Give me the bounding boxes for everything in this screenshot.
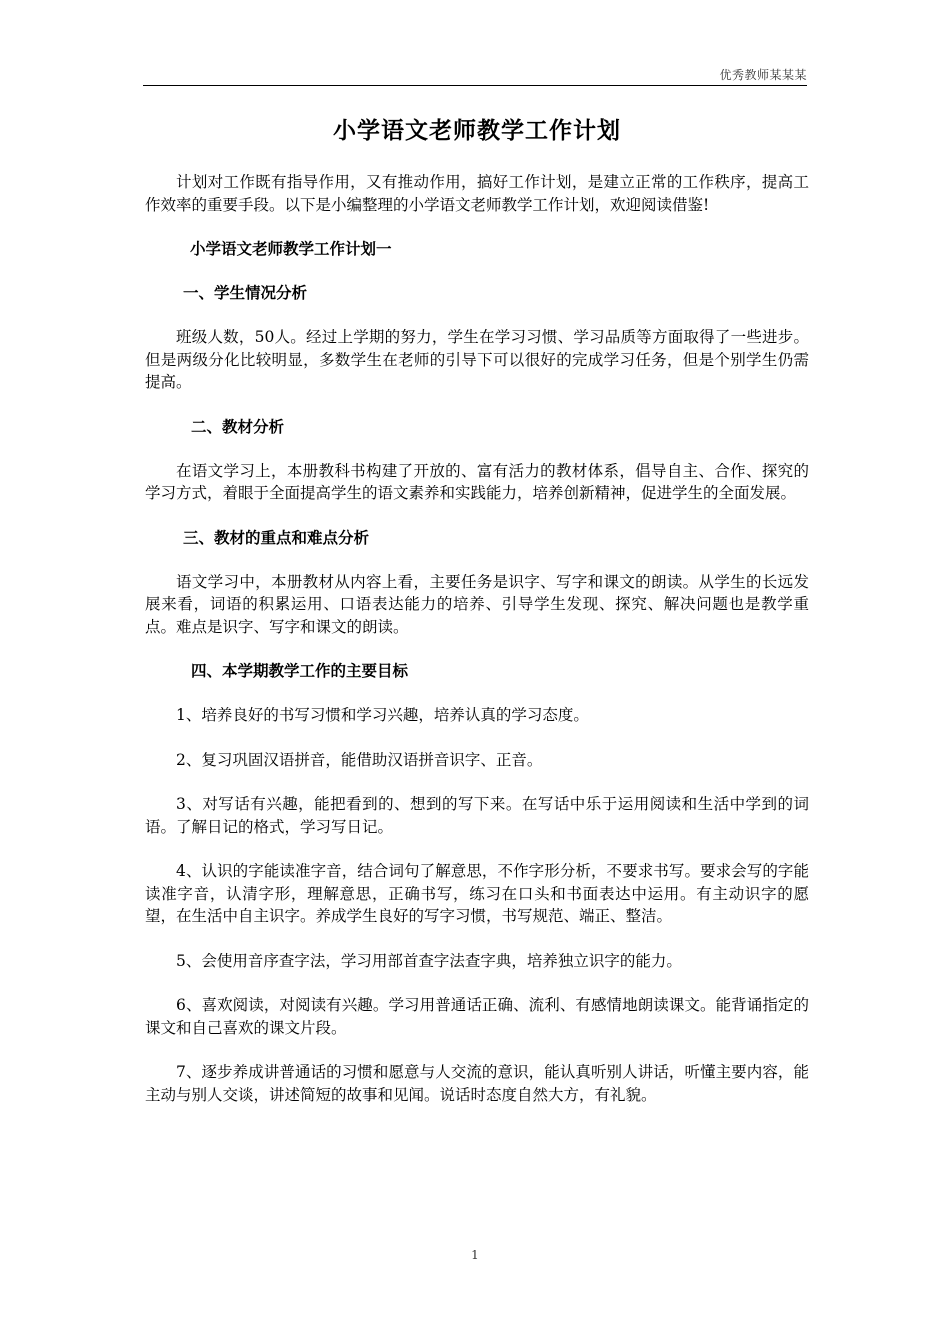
goal-item-6: 6、喜欢阅读，对阅读有兴趣。学习用普通话正确、流利、有感情地朗读课文。能背诵指定的课文和自己喜欢的课文片段。 bbox=[145, 996, 809, 1037]
section-1-paragraph: 班级人数，50人。经过上学期的努力，学生在学习习惯、学习品质等方面取得了一些进步。但是两级分化比较明显，多数学生在老师的引导下可以很好的完成学习任务，但是个别学生仍需提高。 bbox=[145, 328, 809, 391]
header-rule bbox=[143, 85, 807, 86]
document-body bbox=[145, 112, 809, 1128]
goal-item-1: 1、培养良好的书写习惯和学习兴趣，培养认真的学习态度。 bbox=[176, 706, 589, 724]
goal-item-2: 2、复习巩固汉语拼音，能借助汉语拼音识字、正音。 bbox=[176, 750, 543, 769]
section-title: 小学语文老师教学工作计划一 bbox=[190, 240, 392, 258]
goal-item-7: 7、逐步养成讲普通话的习惯和愿意与人交流的意识，能认真听别人讲话，听懂主要内容，能主动与别人交谈，讲述简短的故事和见闻。说话时态度自然大方，有礼貌。 bbox=[145, 1063, 809, 1104]
page-number: 1 bbox=[471, 1248, 479, 1262]
section-heading-1: 一、学生情况分析 bbox=[183, 284, 308, 302]
section-2-paragraph: 在语文学习上，本册教科书构建了开放的、富有活力的教材体系，倡导自主、合作、探究的学习方式，着眼于全面提高学生的语文素养和实践能力，培养创新精神，促进学生的全面发展。 bbox=[145, 461, 809, 502]
section-3-paragraph: 语文学习中，本册教材从内容上看，主要任务是识字、写字和课文的朗读。从学生的长远发展来看，词语的积累运用、口语表达能力的培养、引导学生发现、探究、解决问题也是教学重点。难点是识字、写字和课文的朗读。 bbox=[145, 572, 809, 636]
page-header-text: 优秀教师某某某 bbox=[719, 68, 807, 82]
intro-paragraph: 计划对工作既有指导作用，又有推动作用，搞好工作计划，是建立正常的工作秩序，提高工作效率的重要手段。以下是小编整理的小学语文老师教学工作计划，欢迎阅读借鉴! bbox=[145, 173, 809, 214]
section-heading-3: 三、教材的重点和难点分析 bbox=[183, 528, 370, 547]
section-heading-2: 二、教材分析 bbox=[191, 417, 285, 436]
goal-item-3: 3、对写话有兴趣，能把看到的、想到的写下来。在写话中乐于运用阅读和生活中学到的词语。了解日记的格式，学习写日记。 bbox=[145, 795, 809, 836]
section-heading-4: 四、本学期教学工作的主要目标 bbox=[191, 662, 409, 680]
goal-item-5: 5、会使用音序查字法，学习用部首查字法查字典，培养独立识字的能力。 bbox=[176, 951, 682, 970]
document-title: 小学语文老师教学工作计划 bbox=[333, 118, 621, 144]
goal-item-4: 4、认识的字能读准字音，结合词句了解意思，不作字形分析，不要求书写。要求会写的字能读准字音，认清字形，理解意思，正确书写，练习在口头和书面表达中运用。有主动识字的愿望，在生活中自主识字。养成学生良好的写字习惯，书写规范、端正、整洁。 bbox=[145, 862, 809, 925]
